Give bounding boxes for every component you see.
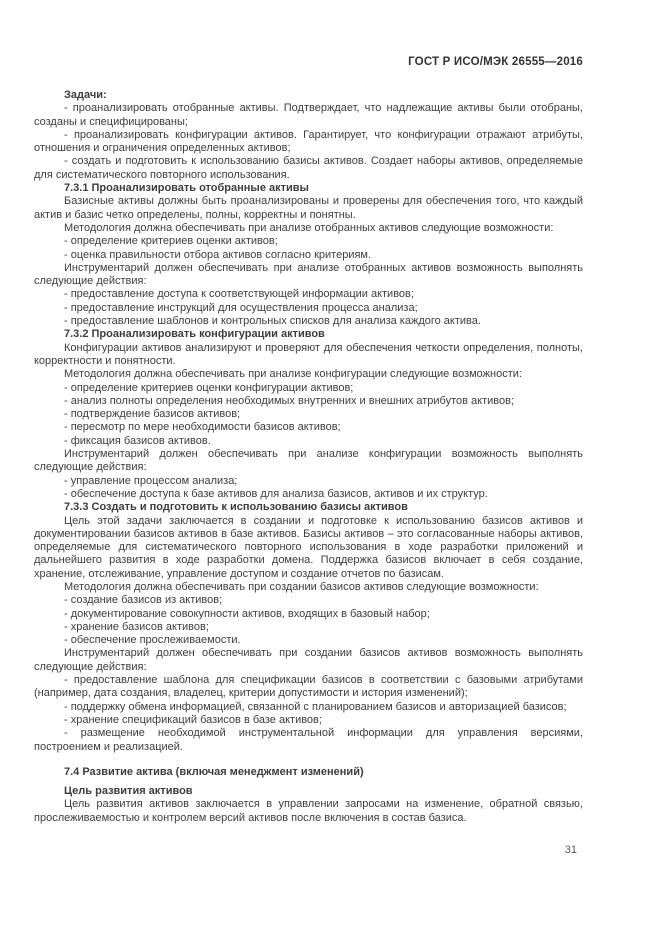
paragraph: Базисные активы должны быть проанализированы и проверены для обеспечения того, что каждый актив и базис четко определены, полны, корректны и понятны.: [34, 195, 583, 221]
paragraph: Методология должна обеспечивать при анализе конфигурации следующие возможности:: [64, 368, 522, 381]
list-item: - создание базисов из активов;: [64, 594, 223, 607]
list-item: - пересмотр по мере необходимости базисов активов;: [64, 421, 341, 434]
paragraph: Инструментарий должен обеспечивать при анализе конфигурации возможность выполнять следующие действия:: [34, 448, 583, 474]
list-item: - оценка правильности отбора активов согласно критериям.: [64, 248, 372, 261]
clause-heading: 7.3.1 Проанализировать отобранные активы: [64, 182, 309, 195]
bold-paragraph: Задачи:: [64, 89, 107, 101]
list-item: - предоставление инструкций для осуществления процесса анализа;: [64, 301, 418, 314]
paragraph: Конфигурации активов анализируют и проверяют для обеспечения четкости определения, полноты, корректности и понятности.: [34, 341, 583, 367]
paragraph: Инструментарий должен обеспечивать при анализе отобранных активов возможность выполнять следующие действия:: [34, 261, 583, 288]
list-item: - фиксация базисов активов.: [64, 434, 211, 447]
section-heading: 7.4 Развитие актива (включая менеджмент изменений): [64, 765, 364, 778]
list-item: - обеспечение доступа к базе активов для анализа базисов, активов и их структур.: [64, 487, 488, 500]
list-item: - проанализировать конфигурации активов. Гарантирует, что конфигурации отражают атрибуты, отношения и ограничения определенных активов;: [34, 128, 583, 155]
list-item: - предоставление шаблонов и контрольных списков для анализа каждого актива.: [64, 315, 481, 328]
list-item: - управление процессом анализа;: [64, 474, 238, 487]
list-item: - размещение необходимой инструментальной информации для управления версиями, построением и реализацией.: [34, 727, 583, 753]
list-item: - анализ полноты определения необходимых внутренних и внешних атрибутов активов;: [64, 394, 515, 407]
clause-heading: 7.3.3 Создать и подготовить к использованию базисы активов: [64, 501, 408, 514]
list-item: - хранение спецификаций базисов в базе активов;: [64, 713, 322, 726]
page-number: 31: [564, 844, 577, 856]
paragraph: Цель развития активов заключается в управлении запросами на изменение, обратной связью, прослеживаемостью и контролем версий активов после включения в состав базиса.: [34, 798, 583, 824]
list-item: - хранение базисов активов;: [64, 620, 209, 633]
list-item: - предоставление шаблона для спецификации базисов в соответствии с базовыми атрибутами (например, дата создания, владелец, критерии допустимости и история изменений);: [34, 674, 583, 700]
list-item: - проанализировать отобранные активы. Подтверждает, что надлежащие активы были отобраны, созданы и специфицированы;: [34, 102, 583, 128]
clause-heading: 7.3.2 Проанализировать конфигурации активов: [64, 328, 325, 341]
paragraph: Инструментарий должен обеспечивать при создании базисов активов возможность выполнять следующие действия:: [34, 647, 583, 673]
standard-designation: ГОСТ Р ИСО/МЭК 26555—2016: [408, 56, 583, 68]
list-item: - предоставление доступа к соответствующей информации активов;: [64, 288, 414, 301]
list-item: - создать и подготовить к использованию базисы активов. Создает наборы активов, определяемые для систематического повторного использования.: [34, 155, 583, 181]
list-item: - поддержку обмена информацией, связанной с планированием базисов и авторизацией базисов;: [64, 700, 567, 713]
bold-paragraph: Цель развития активов: [64, 785, 193, 798]
paragraph: Методология должна обеспечивать при анализе отобранных активов следующие возможности:: [64, 221, 554, 234]
paragraph: Методология должна обеспечивать при создании базисов активов следующие возможности:: [64, 580, 539, 593]
list-item: - определение критериев оценки активов;: [64, 235, 278, 248]
list-item: - определение критериев оценки конфигурации активов;: [64, 381, 354, 394]
list-item: - подтверждение базисов активов;: [64, 408, 241, 421]
document-body: [34, 89, 583, 825]
list-item: - документирование совокупности активов, входящих в базовый набор;: [64, 607, 430, 620]
paragraph: Цель этой задачи заключается в создании и подготовке к использованию базисов активов и документировании базисов активов в базе активов. Базисы активов – это согласованные наборы активов, определяемые для систематического повторного использования в ходе разработки приложений и дальнейшего развития в ходе разработки домена. Поддержка базисов включает в себя создание, хранение, отслеживание, управление доступом и создание отчетов по базисам.: [34, 514, 583, 580]
list-item: - обеспечение прослеживаемости.: [64, 634, 241, 647]
